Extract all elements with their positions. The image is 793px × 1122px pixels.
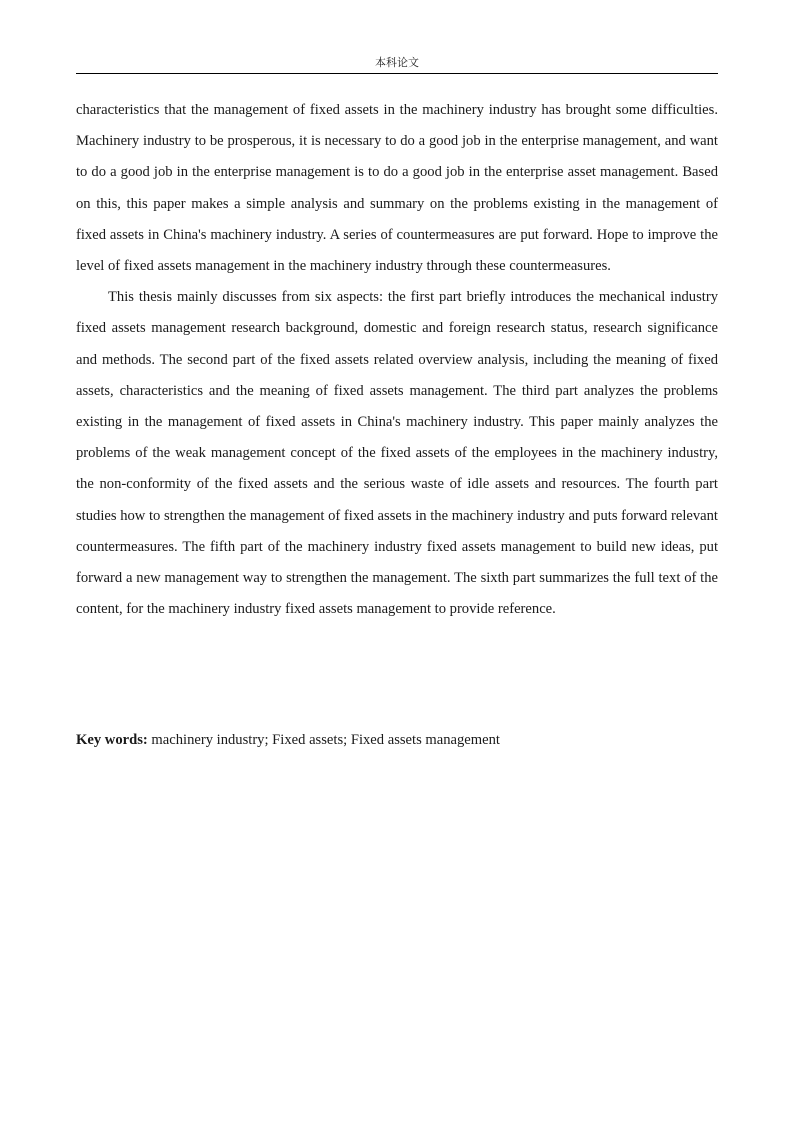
keywords-value: machinery industry; Fixed assets; Fixed assets management (151, 732, 500, 748)
keywords-line (76, 725, 718, 756)
abstract-body (76, 95, 718, 625)
paragraph-thesis-outline: This thesis mainly discusses from six aspects: the first part briefly introduces the mechanical industry fixed assets management research background, domestic and foreign research status, research significance and methods. The second part of the fixed assets related overview analysis, including the meaning of fixed assets, characteristics and the meaning of fixed assets management. The third part analyzes the problems existing in the management of fixed assets in China's machinery industry. This paper mainly analyzes the problems of the weak management concept of the fixed assets of the employees in the machinery industry, the non-conformity of the fixed assets and the serious waste of idle assets and resources. The fourth part studies how to strengthen the management of fixed assets in the machinery industry and puts forward relevant countermeasures. The fifth part of the machinery industry fixed assets management to build new ideas, put forward a new management way to strengthen the management. The sixth part summarizes the full text of the content, for the machinery industry fixed assets management to provide reference. (76, 289, 718, 618)
header-divider (76, 73, 718, 74)
keywords-label: Key words: (76, 732, 148, 748)
page-header: 本科论文 (375, 56, 419, 69)
paragraph-continuation: characteristics that the management of fixed assets in the machinery industry has brought some difficulties. Machinery industry to be prosperous, it is necessary to do a good job in the enterprise management, and want to do a good job in the enterprise management is to do a good job in the enterprise asset management. Based on this, this paper makes a simple analysis and summary on the problems existing in the management of fixed assets in China's machinery industry. A series of countermeasures are put forward. Hope to improve the level of fixed assets management in the machinery industry through these countermeasures. (76, 102, 718, 275)
